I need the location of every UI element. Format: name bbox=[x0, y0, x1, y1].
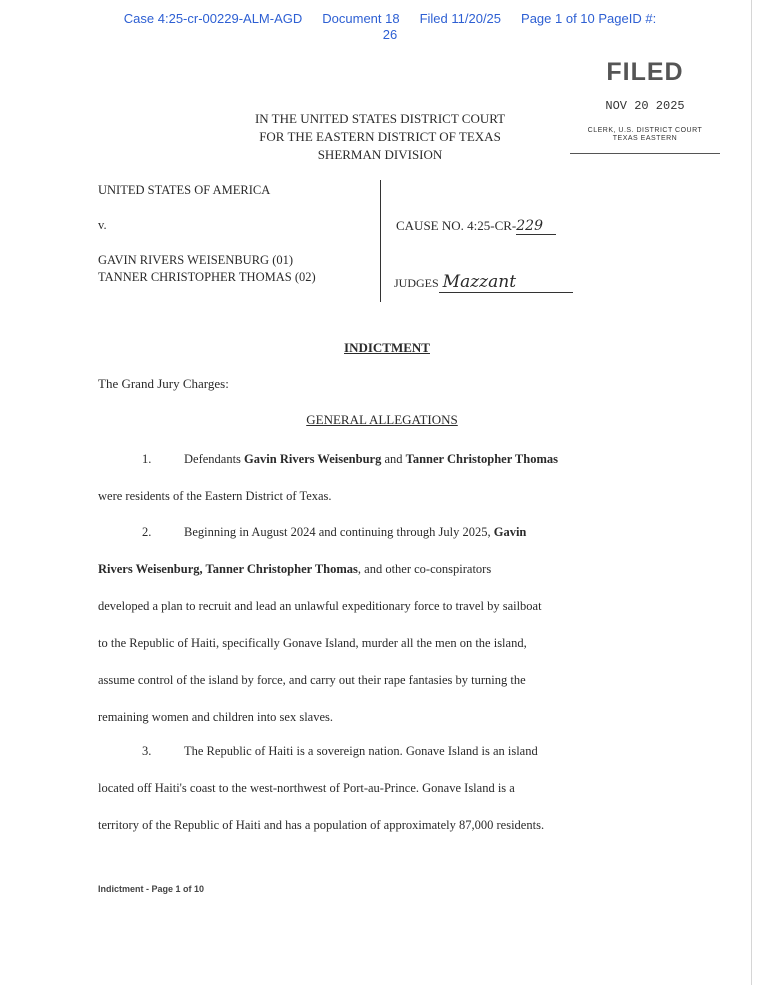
cause-number-label: CAUSE NO. 4:25-CR- bbox=[396, 218, 517, 233]
paragraph-3-line-3: territory of the Republic of Haiti and has a population of approximately 87,000 residents. bbox=[98, 818, 545, 832]
filed-stamp-clerk-line1: CLERK, U.S. DISTRICT COURT bbox=[587, 127, 703, 134]
text-run: Beginning in August 2024 and continuing through July 2025, bbox=[184, 525, 494, 539]
defendant-2-name: TANNER CHRISTOPHER THOMAS (02) bbox=[98, 270, 316, 284]
filed-stamp-clerk-line2: TEXAS EASTERN bbox=[612, 135, 678, 142]
filed-stamp-clerk bbox=[565, 127, 725, 143]
paragraph-1-number: 1. bbox=[142, 452, 152, 466]
ecf-document-number: Document 18 bbox=[322, 11, 400, 26]
court-heading-line3: SHERMAN DIVISION bbox=[317, 147, 443, 162]
paragraph-2-line-4: to the Republic of Haiti, specifically Gonave Island, murder all the men on the island, bbox=[98, 636, 527, 650]
ecf-filed-date: Filed 11/20/25 bbox=[419, 11, 502, 26]
plaintiff-name: UNITED STATES OF AMERICA bbox=[98, 183, 271, 197]
filed-stamp-rule bbox=[570, 153, 720, 154]
ecf-header bbox=[70, 11, 710, 43]
paragraph-1 bbox=[98, 450, 663, 524]
grand-jury-intro: The Grand Jury Charges: bbox=[98, 376, 229, 391]
paragraph-3-line-2: located off Haiti's coast to the west-northwest of Port-au-Prince. Gonave Island is a bbox=[98, 781, 515, 795]
court-heading-line1: IN THE UNITED STATES DISTRICT COURT bbox=[254, 111, 506, 126]
paragraph-3-number: 3. bbox=[142, 744, 152, 758]
defendant-name-bold: Gavin bbox=[493, 525, 527, 539]
judge-line bbox=[394, 272, 573, 293]
cause-number bbox=[396, 218, 556, 235]
court-heading-line2: FOR THE EASTERN DISTRICT OF TEXAS bbox=[259, 129, 501, 144]
judge-label: JUDGES bbox=[394, 276, 439, 290]
judge-signature: Mazzant bbox=[439, 272, 573, 293]
caption-divider bbox=[380, 180, 381, 302]
section-heading: GENERAL ALLEGATIONS bbox=[306, 412, 458, 427]
paragraph-2-line-6: remaining women and children into sex slaves. bbox=[98, 710, 334, 724]
paragraph-1-line-1 bbox=[98, 450, 663, 487]
paragraph-2-number: 2. bbox=[142, 525, 152, 539]
text-run: , bbox=[199, 562, 206, 576]
paragraph-1-line-2: were residents of the Eastern District of Texas. bbox=[98, 489, 332, 503]
paragraph-2 bbox=[98, 523, 663, 745]
defendant-name-bold: Gavin Rivers Weisenburg bbox=[244, 452, 382, 466]
paragraph-2-line-5: assume control of the island by force, and carry out their rape fantasies by turning the bbox=[98, 673, 526, 687]
defendant-1-name: GAVIN RIVERS WEISENBURG (01) bbox=[98, 253, 294, 267]
paragraph-3-line-1 bbox=[98, 742, 663, 779]
page-footer: Indictment - Page 1 of 10 bbox=[98, 884, 205, 894]
paragraph-2-line-1 bbox=[98, 523, 663, 560]
case-caption-parties bbox=[98, 182, 316, 286]
court-heading bbox=[200, 110, 560, 164]
cause-number-handwritten: 229 bbox=[516, 218, 556, 235]
defendant-name-bold: Tanner Christopher Thomas bbox=[205, 562, 358, 576]
paragraph-2-line-2 bbox=[98, 560, 663, 597]
document-title: INDICTMENT bbox=[344, 340, 430, 355]
filed-stamp-date: NOV 20 2025 bbox=[605, 99, 685, 113]
text-run: Defendants bbox=[184, 452, 245, 466]
versus-label: v. bbox=[98, 218, 107, 232]
paragraph-2-line-3: developed a plan to recruit and lead an unlawful expeditionary force to travel by sailboat bbox=[98, 599, 542, 613]
paragraph-3 bbox=[98, 742, 663, 853]
filed-stamp-label: FILED bbox=[606, 58, 684, 86]
filed-stamp bbox=[565, 58, 725, 154]
text-run: and bbox=[381, 452, 406, 466]
ecf-page-info: Page 1 of 10 PageID #: bbox=[521, 11, 657, 26]
page-edge-shadow bbox=[751, 0, 752, 985]
ecf-case-number: Case 4:25-cr-00229-ALM-AGD bbox=[123, 11, 303, 26]
text-run: The Republic of Haiti is a sovereign nation. Gonave Island is an island bbox=[184, 744, 538, 758]
ecf-pageid: 26 bbox=[382, 27, 398, 42]
defendant-name-bold: Tanner Christopher Thomas bbox=[405, 452, 558, 466]
text-run: , and other co-conspirators bbox=[357, 562, 492, 576]
defendant-name-bold: Rivers Weisenburg bbox=[98, 562, 200, 576]
